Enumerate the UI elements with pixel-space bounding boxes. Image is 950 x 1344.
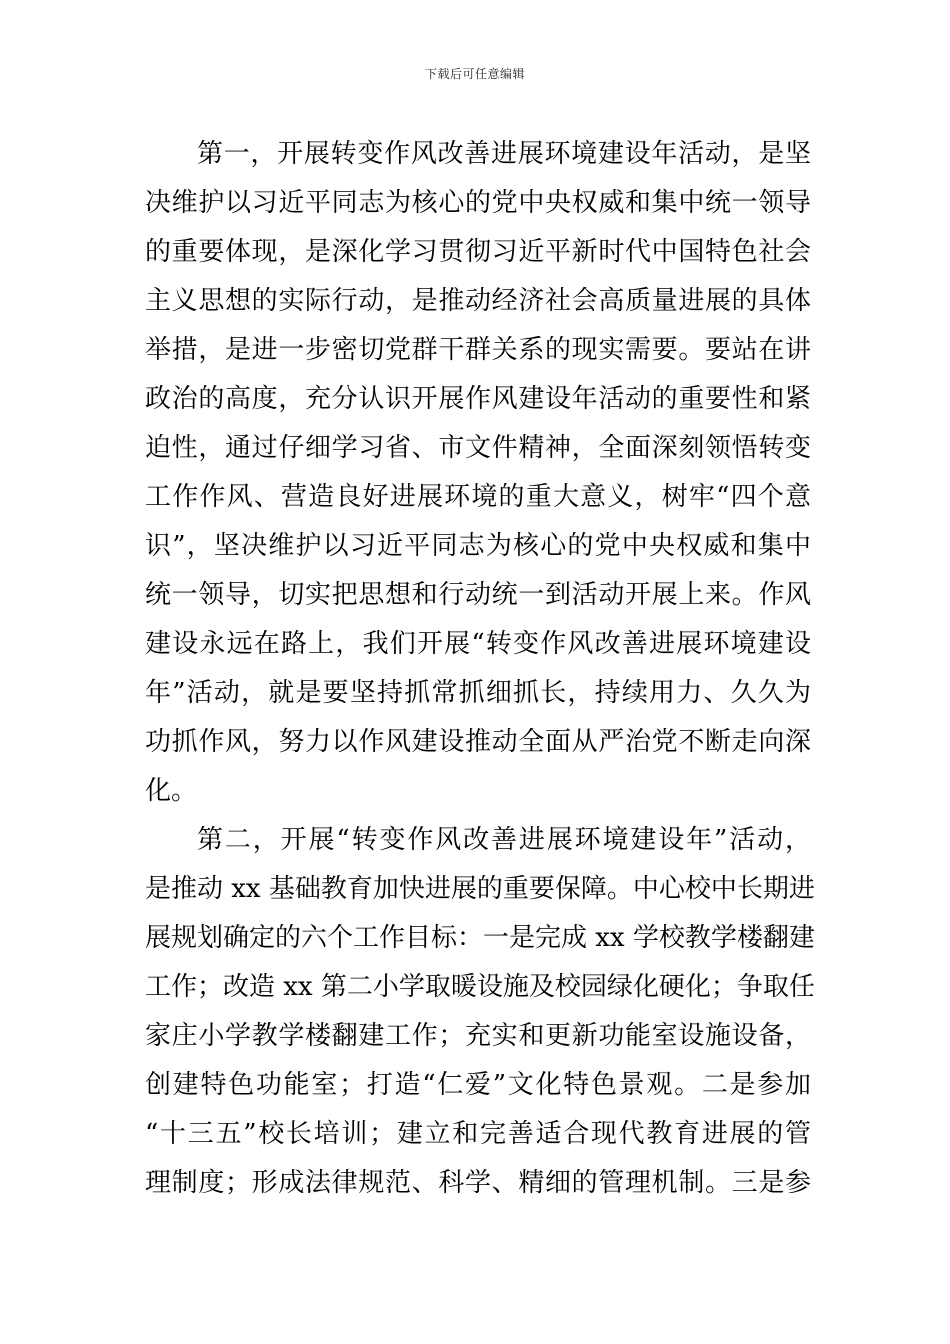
paragraph-line: 举措，是进一步密切党群干群关系的现实需要。要站在讲	[145, 335, 811, 365]
paragraph-line: 决维护以习近平同志为核心的党中央权威和集中统一领导	[145, 188, 811, 218]
paragraph-1	[145, 130, 811, 816]
paragraph-line: 第二，开展“转变作风改善进展环境建设年”活动，	[197, 825, 811, 855]
paragraph-line: 年”活动，就是要坚持抓常抓细抓长，持续用力、久久为	[145, 678, 811, 708]
paragraph-line: 展规划确定的六个工作目标：一是完成 xx 学校教学楼翻建	[145, 923, 815, 953]
paragraph-line: 建设永远在路上，我们开展“转变作风改善进展环境建设	[145, 629, 811, 659]
paragraph-line: 政治的高度，充分认识开展作风建设年活动的重要性和紧	[145, 384, 811, 414]
paragraph-line: 家庄小学教学楼翻建工作；充实和更新功能室设施设备，	[145, 1021, 811, 1051]
paragraph-line: 功抓作风，努力以作风建设推动全面从严治党不断走向深	[145, 727, 811, 757]
page-header-note: 下载后可任意编辑	[424, 67, 525, 81]
paragraph-line: 理制度；形成法律规范、科学、精细的管理机制。三是参	[145, 1168, 811, 1198]
document-body	[145, 130, 815, 1208]
paragraph-line: 统一领导，切实把思想和行动统一到活动开展上来。作风	[145, 580, 811, 610]
paragraph-line: 化。	[145, 776, 198, 806]
paragraph-line: 是推动 xx 基础教育加快进展的重要保障。中心校中长期进	[145, 874, 815, 904]
paragraph-line: 的重要体现，是深化学习贯彻习近平新时代中国特色社会	[145, 237, 811, 267]
paragraph-2	[145, 816, 815, 1208]
paragraph-line: 迫性，通过仔细学习省、市文件精神，全面深刻领悟转变	[145, 433, 811, 463]
paragraph-line: 第一，开展转变作风改善进展环境建设年活动，是坚	[197, 139, 811, 169]
paragraph-line: “十三五”校长培训；建立和完善适合现代教育进展的管	[145, 1119, 811, 1149]
paragraph-line: 工作；改造 xx 第二小学取暖设施及校园绿化硬化；争取任	[145, 972, 815, 1002]
paragraph-line: 创建特色功能室；打造“仁爱”文化特色景观。二是参加	[145, 1070, 811, 1100]
paragraph-line: 主义思想的实际行动，是推动经济社会高质量进展的具体	[145, 286, 811, 316]
paragraph-line: 工作作风、营造良好进展环境的重大意义，树牢“四个意	[145, 482, 811, 512]
paragraph-line: 识”，坚决维护以习近平同志为核心的党中央权威和集中	[145, 531, 811, 561]
